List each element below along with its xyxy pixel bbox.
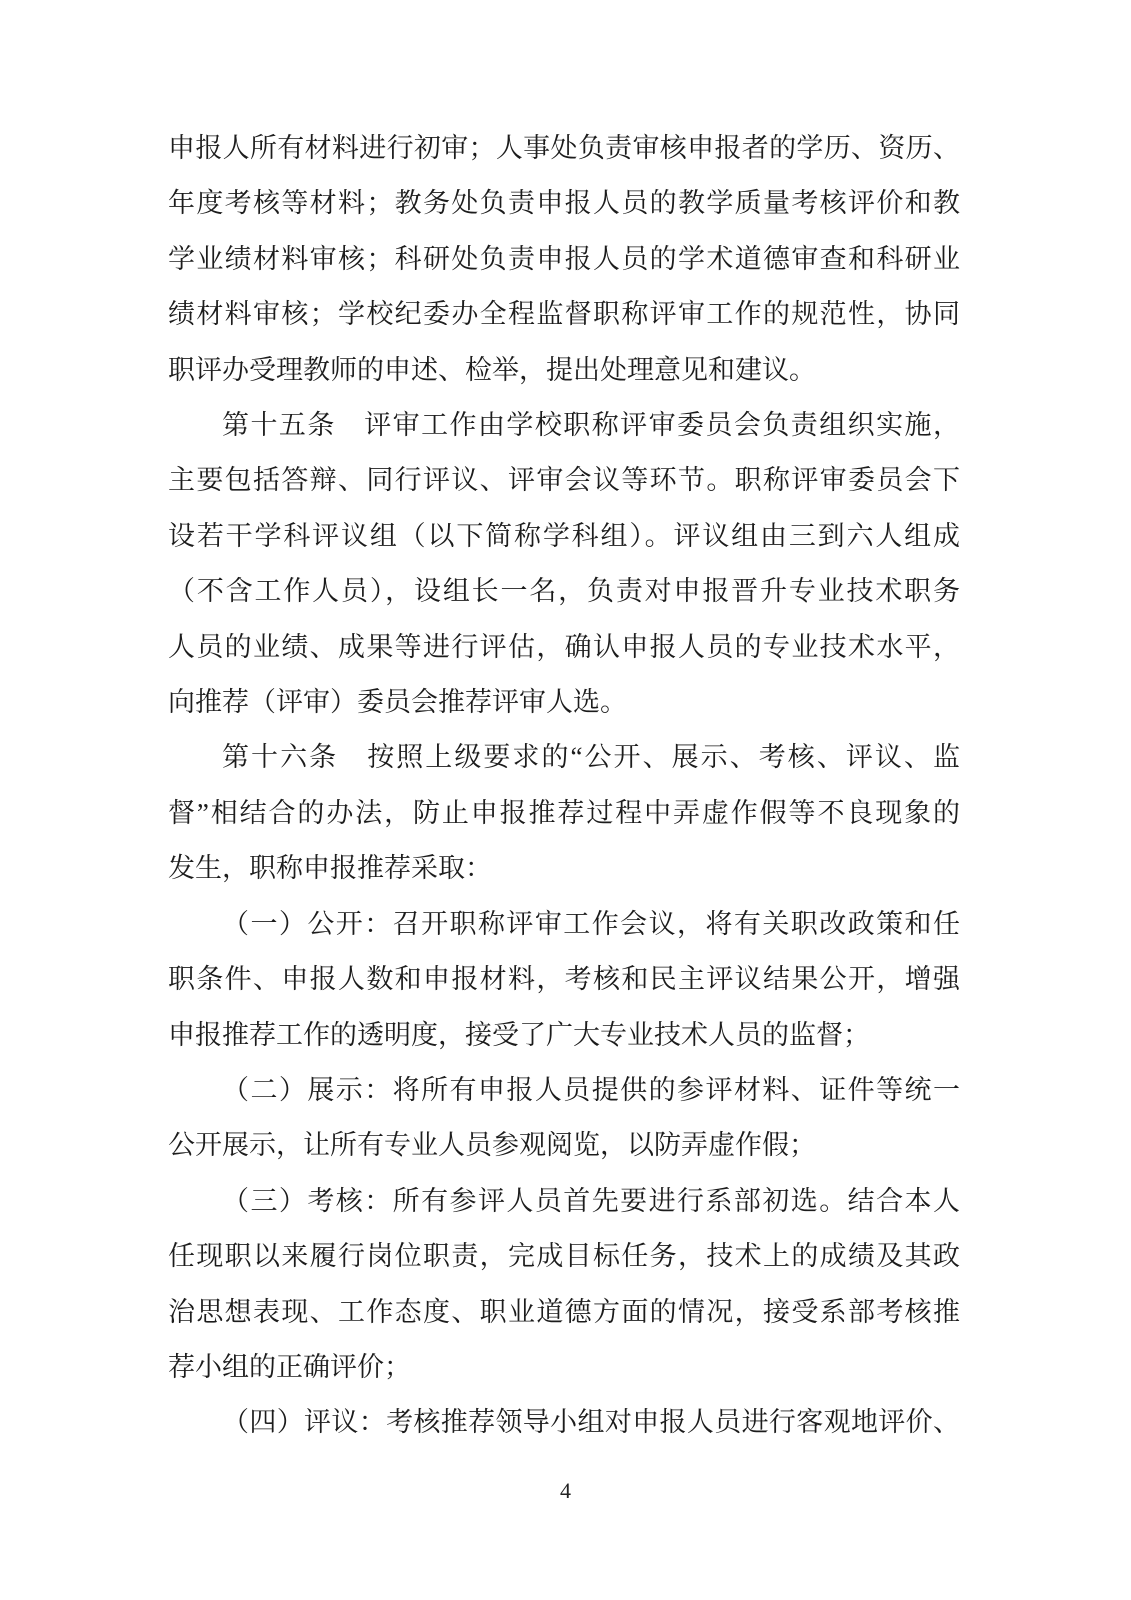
text-line: 第十五条 评审工作由学校职称评审委员会负责组织实施，: [222, 410, 960, 441]
text-line: 第十六条 按照上级要求的“公开、展示、考核、评议、监: [222, 742, 960, 773]
text-line: 发生，职称申报推荐采取：: [168, 853, 492, 884]
text-line: （三）考核：所有参评人员首先要进行系部初选。结合本人: [222, 1185, 960, 1216]
text-line: 绩材料审核；学校纪委办全程监督职称评审工作的规范性，协同: [168, 299, 960, 330]
page-number: 4: [560, 1478, 571, 1503]
text-line: 向推荐（评审）委员会推荐评审人选。: [168, 687, 627, 718]
text-line: 公开展示，让所有专业人员参观阅览，以防弄虚作假；: [168, 1130, 816, 1161]
text-line: 治思想表现、工作态度、职业道德方面的情况，接受系部考核推: [168, 1296, 960, 1327]
text-line: （不含工作人员），设组长一名，负责对申报晋升专业技术职务: [168, 576, 960, 607]
text-line: 申报推荐工作的透明度，接受了广大专业技术人员的监督；: [168, 1019, 870, 1050]
text-line: 申报人所有材料进行初审；人事处负责审核申报者的学历、资历、: [168, 133, 960, 163]
text-line: （四）评议：考核推荐领导小组对申报人员进行客观地评价、: [222, 1407, 960, 1438]
text-line: 学业绩材料审核；科研处负责申报人员的学术道德审查和科研业: [168, 243, 960, 274]
text-line: 人员的业绩、成果等进行评估，确认申报人员的专业技术水平，: [168, 631, 960, 662]
page-footer: [0, 1478, 1131, 1504]
text-line: （一）公开：召开职称评审工作会议，将有关职改政策和任: [222, 908, 960, 939]
text-line: 职条件、申报人数和申报材料，考核和民主评议结果公开，增强: [168, 964, 960, 995]
text-line: 主要包括答辩、同行评议、评审会议等环节。职称评审委员会下: [168, 465, 960, 496]
text-line: 督”相结合的办法，防止申报推荐过程中弄虚作假等不良现象的: [168, 797, 960, 828]
text-line: 荐小组的正确评价；: [168, 1351, 411, 1382]
text-line: 任现职以来履行岗位职责，完成目标任务，技术上的成绩及其政: [168, 1241, 960, 1272]
document-body: [168, 121, 960, 1451]
text-line: （二）展示：将所有申报人员提供的参评材料、证件等统一: [222, 1074, 960, 1105]
text-line: 职评办受理教师的申述、检举，提出处理意见和建议。: [168, 354, 816, 385]
text-line: 设若干学科评议组（以下简称学科组）。评议组由三到六人组成: [168, 520, 960, 551]
text-line: 年度考核等材料；教务处负责申报人员的教学质量考核评价和教: [168, 188, 960, 219]
